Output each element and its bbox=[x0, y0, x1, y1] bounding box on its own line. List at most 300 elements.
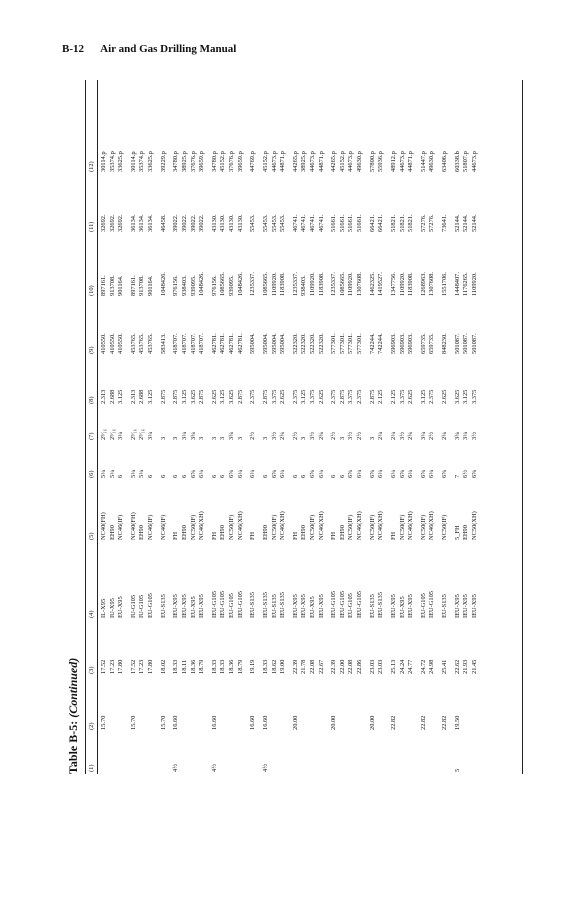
table-cell: NC50(IF) bbox=[189, 514, 197, 540]
table-cell: FH bbox=[249, 531, 257, 540]
table-cell: 6⅝ bbox=[189, 470, 197, 478]
table-cell: 595004. bbox=[279, 333, 287, 354]
table-cell: EH90 bbox=[300, 525, 308, 540]
table-cell: 22.08 bbox=[309, 659, 316, 674]
table-cell: 6 bbox=[291, 474, 299, 478]
table-cell: 22.62 bbox=[453, 659, 461, 674]
table-cell: NC46(XH) bbox=[407, 511, 415, 540]
table-cell: 6½ bbox=[462, 470, 470, 478]
table-cell: 25.13 bbox=[390, 659, 397, 674]
table-cell: 4½ bbox=[210, 764, 218, 772]
table-cell: 1048426. bbox=[159, 272, 167, 296]
table-cell: 45152.p bbox=[262, 151, 269, 172]
table-cell: 16.60 bbox=[262, 715, 269, 730]
table-cell: 3½ bbox=[270, 432, 278, 440]
table-cell: NC46(XH) bbox=[428, 511, 436, 540]
table-cell: 6 bbox=[146, 474, 154, 478]
table-cell: 5¼ bbox=[100, 470, 107, 478]
table-cell: 2.875 bbox=[159, 389, 167, 404]
table-cell: 913708. bbox=[108, 275, 116, 296]
table-cell: 2.375 bbox=[249, 389, 257, 404]
table-cell: 6¼ bbox=[377, 470, 385, 478]
table-cell: IEU-X95 bbox=[453, 594, 461, 618]
table-cell: 938403. bbox=[300, 275, 308, 296]
table-cell: 45152.p bbox=[338, 151, 346, 172]
table-cell: 2¼ bbox=[390, 432, 397, 440]
table-cell: NC40(FH) bbox=[129, 512, 137, 540]
column-header-10: (10) bbox=[88, 285, 95, 296]
table-cell: 6¼ bbox=[355, 470, 363, 478]
table-cell: 22.00 bbox=[338, 659, 346, 674]
table-cell: 44673.p bbox=[471, 151, 478, 172]
table-cell: IU-G105 bbox=[129, 594, 137, 618]
table-cell: 2.375 bbox=[291, 389, 299, 404]
table-cell: 32692. bbox=[100, 214, 107, 232]
column-header-12: (12) bbox=[88, 161, 95, 172]
table-cell: 55936.p bbox=[377, 151, 385, 172]
table-cell: 3.625 bbox=[453, 389, 461, 404]
table-cell: 1183908. bbox=[317, 272, 325, 296]
table-cell: 501087. bbox=[453, 333, 461, 354]
table-cell: 18.11 bbox=[181, 659, 188, 674]
table-cell: 16.60 bbox=[249, 715, 257, 730]
table-cell: 1109920. bbox=[471, 272, 478, 296]
table-cell: 1235337. bbox=[330, 272, 338, 296]
table-cell: 3 bbox=[262, 436, 269, 440]
table-cell: NC50(XH) bbox=[471, 511, 478, 540]
table-cell: 595004. bbox=[249, 333, 257, 354]
table-cell: 6⅝ bbox=[368, 470, 376, 478]
table-cell: 46741. bbox=[291, 214, 299, 232]
table-cell: 742244. bbox=[368, 333, 376, 354]
table-cell: 44673.p bbox=[347, 151, 355, 172]
table-cell: 6⅝ bbox=[398, 470, 406, 478]
table-cell: 1085665. bbox=[338, 272, 346, 296]
table-cell: 44265.p bbox=[330, 151, 338, 172]
table-cell: EU-G105 bbox=[228, 593, 235, 618]
table-cell: 6⅝ bbox=[228, 470, 235, 478]
table-cell: IEU-X95 bbox=[462, 594, 470, 618]
table-cell: 32692. bbox=[117, 214, 125, 232]
table-cell: 17.80 bbox=[117, 659, 125, 674]
table-cell: 19.19 bbox=[249, 659, 257, 674]
table-cell: 462781. bbox=[210, 333, 218, 354]
table-cell: 595004. bbox=[262, 333, 269, 354]
table-cell: 1347756. bbox=[390, 272, 397, 296]
column-header-4: (4) bbox=[88, 610, 95, 618]
table-cell: 6⅝ bbox=[270, 470, 278, 478]
table-cell: EH90 bbox=[338, 525, 346, 540]
table-cell: 2.875 bbox=[198, 389, 206, 404]
table-cell: 55453. bbox=[262, 214, 269, 232]
table-cell: 6 bbox=[300, 474, 308, 478]
table-cell: 39022. bbox=[198, 214, 206, 232]
table-cell: NC46(XH) bbox=[317, 511, 325, 540]
table-cell: 1183908. bbox=[279, 272, 287, 296]
table-cell: 44265.p bbox=[291, 151, 299, 172]
table-cell: 17.80 bbox=[146, 659, 154, 674]
table-cell: 3¼ bbox=[146, 432, 154, 440]
table-cell: 5¼ bbox=[108, 470, 116, 478]
table-cell: 5¼ bbox=[138, 470, 146, 478]
table-cell: 3½ bbox=[398, 432, 406, 440]
table-cell: 938403. bbox=[181, 275, 188, 296]
table-cell: 39022. bbox=[181, 214, 188, 232]
table-cell: 46741. bbox=[317, 214, 325, 232]
table-cell: 24.77 bbox=[407, 659, 415, 674]
table-cell: EU-X95 bbox=[398, 596, 406, 618]
running-title: Air and Gas Drilling Manual bbox=[100, 43, 237, 55]
table-cell: 55453. bbox=[270, 214, 278, 232]
table-cell: 44769.p bbox=[249, 151, 257, 172]
table-cell: NC46(IF) bbox=[146, 514, 154, 540]
table-cell: NC50(IF) bbox=[368, 514, 376, 540]
table-cell: 22.39 bbox=[330, 659, 338, 674]
table-cell: 23.03 bbox=[377, 659, 385, 674]
table-cell: 2.875 bbox=[172, 389, 180, 404]
table-cell: 39022. bbox=[172, 214, 180, 232]
table-cell: 44673.p bbox=[270, 151, 278, 172]
rotated-table bbox=[64, 80, 524, 774]
table-cell: 34780.p bbox=[172, 151, 180, 172]
table-cell: 2.313 bbox=[129, 389, 137, 404]
table-cell: NC46(IF) bbox=[117, 514, 125, 540]
table-cell: NC46(XH) bbox=[355, 511, 363, 540]
table-continued: (Continued) bbox=[66, 657, 80, 718]
table-cell: 55453. bbox=[279, 214, 287, 232]
table-cell: 51821. bbox=[407, 214, 415, 232]
table-cell: 2¼ bbox=[377, 432, 385, 440]
table-cell: EU-S135 bbox=[441, 594, 449, 618]
table-cell: 6 bbox=[159, 474, 167, 478]
table-cell: 3 bbox=[236, 436, 244, 440]
table-cell: 57800.p bbox=[368, 151, 376, 172]
table-cell: 1419527. bbox=[377, 272, 385, 296]
table-cell: EU-S135 bbox=[270, 594, 278, 618]
table-cell: 418707. bbox=[181, 333, 188, 354]
table-cell: 3.625 bbox=[228, 389, 235, 404]
table-cell: 43130. bbox=[219, 214, 227, 232]
table-cell: 3¼ bbox=[117, 432, 125, 440]
table-cell: 659735. bbox=[419, 333, 427, 354]
table-cell: 36134. bbox=[146, 214, 154, 232]
table-cell: 18.36 bbox=[189, 659, 197, 674]
table-cell: 595004. bbox=[270, 333, 278, 354]
table-cell: NC46(IF) bbox=[159, 514, 167, 540]
table-cell: 6 bbox=[210, 474, 218, 478]
table-cell: 3½ bbox=[347, 432, 355, 440]
table-cell: EU-X95 bbox=[189, 596, 197, 618]
table-cell: 63406.p bbox=[441, 151, 449, 172]
table-cell: 18.02 bbox=[159, 659, 167, 674]
table-cell: EU-G105 bbox=[347, 593, 355, 618]
table-cell: 3.375 bbox=[471, 389, 478, 404]
table-cell: 659735. bbox=[428, 333, 436, 354]
table-cell: 3¾ bbox=[453, 432, 461, 440]
table-cell: 15.70 bbox=[100, 715, 107, 730]
table-cell: 3.125 bbox=[300, 389, 308, 404]
table-cell: 17.23 bbox=[138, 659, 146, 674]
table-cell: 2.875 bbox=[236, 389, 244, 404]
table-cell: 2¾ bbox=[317, 432, 325, 440]
table-cell: 22.82 bbox=[419, 715, 427, 730]
table-cell: 2½ bbox=[428, 432, 436, 440]
table-cell: 3 bbox=[198, 436, 206, 440]
table-cell: EH90 bbox=[262, 525, 269, 540]
table-cell: 1268963. bbox=[419, 272, 427, 296]
table-cell: 6⅝ bbox=[471, 470, 478, 478]
table-cell: 1183908. bbox=[407, 272, 415, 296]
table-cell: 1085665. bbox=[262, 272, 269, 296]
table-cell: NC50(IF) bbox=[228, 514, 235, 540]
table-cell: 55453. bbox=[249, 214, 257, 232]
table-cell: 22.08 bbox=[347, 659, 355, 674]
table-cell: 35374.p bbox=[108, 151, 116, 172]
table-cell: 501087. bbox=[471, 333, 478, 354]
table-cell: 501087. bbox=[462, 333, 470, 354]
table-cell: 976156. bbox=[210, 275, 218, 296]
table-cell: 3 bbox=[210, 436, 218, 440]
table-cell: 60338.b bbox=[453, 151, 461, 172]
table-cell: 24.72 bbox=[419, 659, 427, 674]
table-cell: 43130. bbox=[228, 214, 235, 232]
table-cell: 901164. bbox=[146, 275, 154, 296]
table-cell: 2.625 bbox=[317, 389, 325, 404]
table-cell: 57276. bbox=[428, 214, 436, 232]
table-cell: 21.45 bbox=[471, 659, 478, 674]
table-cell: 3¼ bbox=[181, 432, 188, 440]
table-cell: 6 bbox=[338, 474, 346, 478]
table-cell: EU-G105 bbox=[419, 593, 427, 618]
table-cell: 6⅝ bbox=[419, 470, 427, 478]
table-cell: 1307608. bbox=[428, 272, 436, 296]
table-cell: 30114.p bbox=[129, 151, 137, 172]
table-cell: 66421. bbox=[368, 214, 376, 232]
table-cell: 522320. bbox=[309, 333, 316, 354]
table-cell: 2.625 bbox=[407, 389, 415, 404]
table-cell: 19.50 bbox=[453, 715, 461, 730]
table-cell: NC50(IF) bbox=[398, 514, 406, 540]
table-cell: 6¼ bbox=[317, 470, 325, 478]
table-cell: 3.375 bbox=[270, 389, 278, 404]
table-cell: 596903. bbox=[398, 333, 406, 354]
table-cell: EH90 bbox=[462, 525, 470, 540]
table-cell: 51661. bbox=[355, 214, 363, 232]
table-cell: IEU-S135 bbox=[249, 592, 257, 618]
table-cell: FH bbox=[172, 531, 180, 540]
table-cell: 6 bbox=[219, 474, 227, 478]
table-cell: 18.33 bbox=[262, 659, 269, 674]
table-cell: 30114.p bbox=[100, 151, 107, 172]
table-cell: 33625.p bbox=[117, 151, 125, 172]
table-cell: IEU-G105 bbox=[330, 591, 338, 618]
table-cell: 2.875 bbox=[338, 389, 346, 404]
table-cell: 2⁹⁄₁₆ bbox=[138, 429, 146, 440]
table-cell: NC40(FH) bbox=[100, 512, 107, 540]
table-cell: 6 bbox=[117, 474, 125, 478]
table-cell: 410550. bbox=[117, 333, 125, 354]
table-cell: 22.86 bbox=[355, 659, 363, 674]
table-cell: 3.625 bbox=[189, 389, 197, 404]
table-cell: 48912.p bbox=[390, 151, 397, 172]
table-cell: 2.313 bbox=[100, 389, 107, 404]
column-header-1: (1) bbox=[88, 764, 95, 772]
table-cell: 6⅝ bbox=[347, 470, 355, 478]
column-header-8: (8) bbox=[88, 396, 95, 404]
table-cell: 18.79 bbox=[198, 659, 206, 674]
table-cell: 2⁹⁄₁₆ bbox=[108, 429, 116, 440]
table-cell: IEU-X95 bbox=[198, 594, 206, 618]
table-cell: IEU-G105 bbox=[428, 591, 436, 618]
table-cell: 73641. bbox=[441, 214, 449, 232]
table-cell: 577301. bbox=[355, 333, 363, 354]
table-cell: IU-G105 bbox=[138, 594, 146, 618]
table-cell: NC50(IF) bbox=[441, 514, 449, 540]
column-header-7: (7) bbox=[88, 432, 95, 440]
table-cell: 44871.p bbox=[279, 151, 287, 172]
table-cell: 1551706. bbox=[441, 272, 449, 296]
table-cell: IEU-X95 bbox=[291, 594, 299, 618]
table-cell: 6¼ bbox=[428, 470, 436, 478]
table-cell: 6 bbox=[181, 474, 188, 478]
table-cell: 3½ bbox=[309, 432, 316, 440]
table-cell: 6¼ bbox=[390, 470, 397, 478]
table-cell: 418707. bbox=[198, 333, 206, 354]
table-cell: IEU-G105 bbox=[355, 591, 363, 618]
table-cell: 522320. bbox=[300, 333, 308, 354]
table-cell: 46458. bbox=[159, 214, 167, 232]
table-cell: 1048426. bbox=[236, 272, 244, 296]
table-cell: 37676.p bbox=[189, 151, 197, 172]
table-cell: 5_FH bbox=[453, 525, 461, 540]
table-cell: 2.125 bbox=[390, 389, 397, 404]
table-cell: 52144. bbox=[471, 214, 478, 232]
table-cell: 2½ bbox=[291, 432, 299, 440]
column-header-9: (9) bbox=[88, 346, 95, 354]
table-cell: 46741. bbox=[309, 214, 316, 232]
table-cell: 51807.p bbox=[462, 151, 470, 172]
table-cell: EU-G105 bbox=[146, 593, 154, 618]
table-cell: 2¾ bbox=[279, 432, 287, 440]
table-cell: 4½ bbox=[262, 764, 269, 772]
table-label: Table B-5: bbox=[66, 720, 80, 774]
table-cell: 6⅝ bbox=[309, 470, 316, 478]
table-cell: 3¼ bbox=[462, 432, 470, 440]
table-cell: NC46(XH) bbox=[279, 511, 287, 540]
table-cell: 596903. bbox=[407, 333, 415, 354]
table-cell: 1462325. bbox=[368, 272, 376, 296]
table-cell: 16.60 bbox=[210, 715, 218, 730]
table-cell: 3.125 bbox=[117, 389, 125, 404]
table-cell: 44673.p bbox=[309, 151, 316, 172]
table-cell: 51821. bbox=[390, 214, 397, 232]
table-cell: 35374.p bbox=[138, 151, 146, 172]
table-cell: 2¾ bbox=[441, 432, 449, 440]
table-cell: 2.125 bbox=[377, 389, 385, 404]
table-cell: 6 bbox=[172, 474, 180, 478]
table-cell: 51661. bbox=[347, 214, 355, 232]
table-cell: 44871.p bbox=[317, 151, 325, 172]
table-cell: 18.79 bbox=[236, 659, 244, 674]
table-cell: FH bbox=[390, 531, 397, 540]
table-cell: 583413. bbox=[159, 333, 167, 354]
table-caption bbox=[66, 658, 81, 774]
table-cell: FH bbox=[210, 531, 218, 540]
table-cell: 3.125 bbox=[146, 389, 154, 404]
table-cell: 21.93 bbox=[462, 659, 470, 674]
table-cell: 2.375 bbox=[330, 389, 338, 404]
table-cell: 51661. bbox=[338, 214, 346, 232]
table-cell: 57276. bbox=[419, 214, 427, 232]
table-cell: 5¼ bbox=[129, 470, 137, 478]
table-cell: IEU-G105 bbox=[236, 591, 244, 618]
table-cell: 577301. bbox=[347, 333, 355, 354]
table-cell: IEU-X95 bbox=[172, 594, 180, 618]
top-rule bbox=[85, 80, 86, 774]
table-cell: 6¼ bbox=[236, 470, 244, 478]
table-cell: 52144. bbox=[462, 214, 470, 232]
table-cell: 22.82 bbox=[441, 715, 449, 730]
table-cell: IU-X95 bbox=[108, 598, 116, 618]
table-cell: 3½ bbox=[471, 432, 478, 440]
table-cell: 49630.p bbox=[355, 151, 363, 172]
table-cell: 18.62 bbox=[270, 659, 278, 674]
table-cell: 1448407. bbox=[453, 272, 461, 296]
table-cell: NC46(XH) bbox=[377, 511, 385, 540]
table-cell: 596903. bbox=[390, 333, 397, 354]
table-cell: 36134. bbox=[129, 214, 137, 232]
bottom-rule bbox=[522, 80, 523, 774]
table-cell: 6¼ bbox=[407, 470, 415, 478]
table-cell: 3.375 bbox=[309, 389, 316, 404]
table-cell: 577301. bbox=[330, 333, 338, 354]
table-cell: NC50(IF) bbox=[270, 514, 278, 540]
table-cell: 17.52 bbox=[129, 659, 137, 674]
table-cell: IEU-X95 bbox=[390, 594, 397, 618]
table-cell: 2.375 bbox=[428, 389, 436, 404]
table-cell: 3¾ bbox=[228, 432, 235, 440]
table-cell: 410550. bbox=[108, 333, 116, 354]
table-cell: EU-X95 bbox=[117, 596, 125, 618]
table-cell: FH bbox=[330, 531, 338, 540]
table-cell: 2⁹⁄₁₆ bbox=[129, 429, 137, 440]
table-cell: 36134. bbox=[138, 214, 146, 232]
table-cell: 1109920. bbox=[398, 272, 406, 296]
table-cell: 453765. bbox=[129, 333, 137, 354]
table-cell: 1235337. bbox=[291, 272, 299, 296]
table-cell: 1176265. bbox=[462, 272, 470, 296]
table-cell: IEU-G105 bbox=[210, 591, 218, 618]
table-cell: 939095. bbox=[228, 275, 235, 296]
table-cell: 410550. bbox=[100, 333, 107, 354]
header-rule bbox=[97, 80, 98, 774]
table-cell: EH90 bbox=[219, 525, 227, 540]
page-header bbox=[62, 43, 236, 55]
table-cell: 22.67 bbox=[317, 659, 325, 674]
table-cell: 913708. bbox=[138, 275, 146, 296]
table-cell: 976156. bbox=[172, 275, 180, 296]
table-cell: IEU-X95 bbox=[300, 594, 308, 618]
table-cell: 17.52 bbox=[100, 659, 107, 674]
table-cell: NC46(XH) bbox=[198, 511, 206, 540]
table-cell: 44871.p bbox=[407, 151, 415, 172]
table-cell: 418707. bbox=[189, 333, 197, 354]
table-cell: 43130. bbox=[210, 214, 218, 232]
table-cell: IEU-X95 bbox=[317, 594, 325, 618]
table-cell: 2.625 bbox=[441, 389, 449, 404]
table-cell: 16.60 bbox=[172, 715, 180, 730]
table-cell: 3 bbox=[159, 436, 167, 440]
